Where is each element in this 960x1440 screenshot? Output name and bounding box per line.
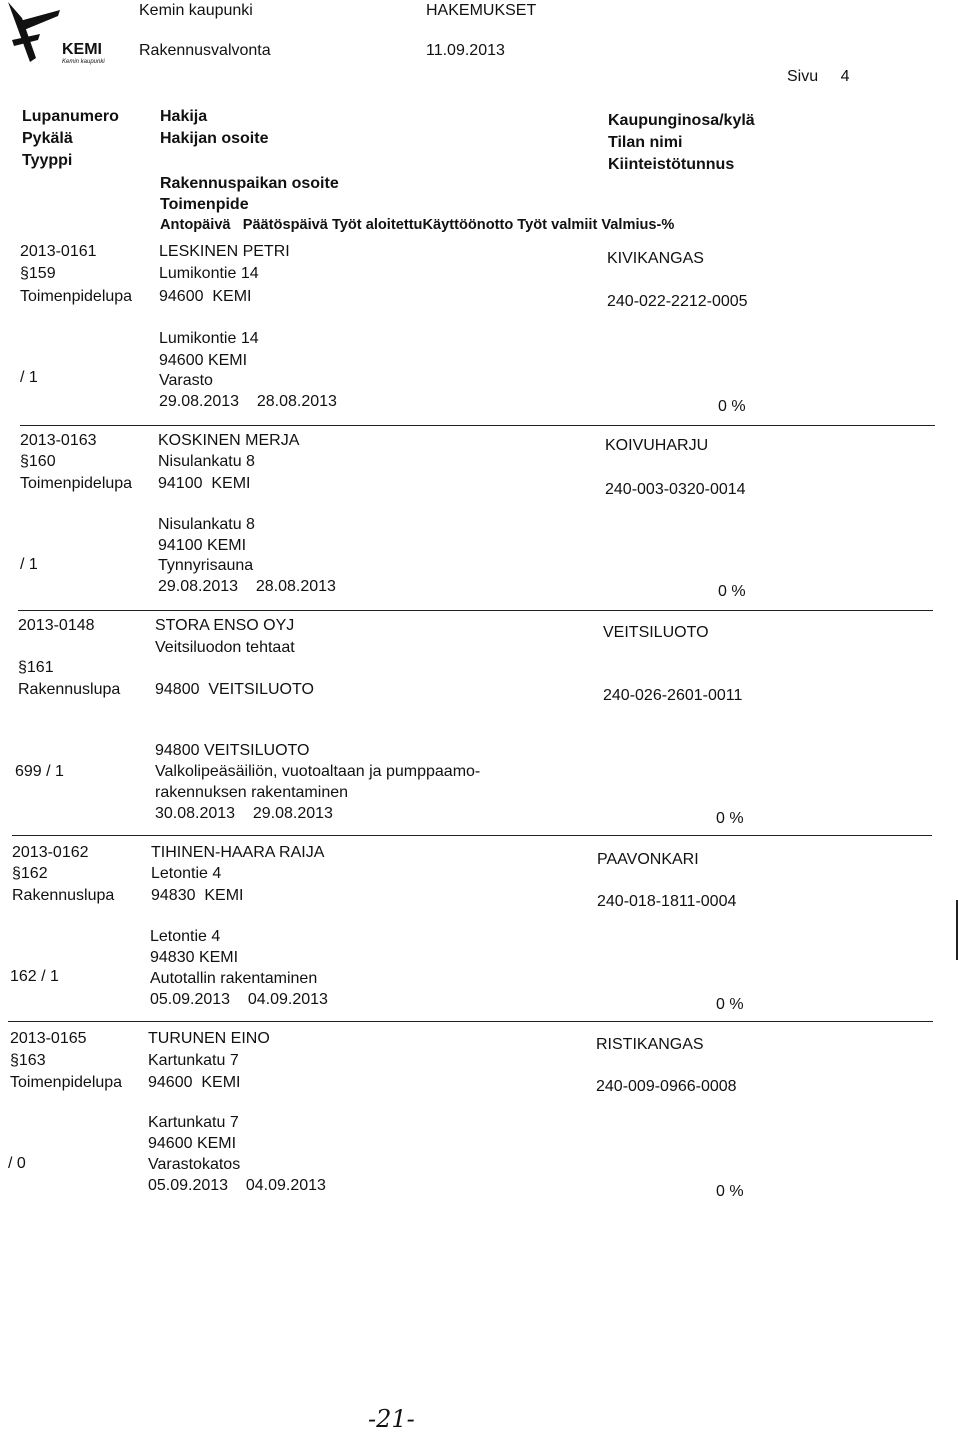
record-hakija-postinumero: 94830 KEMI [151, 887, 244, 904]
record-valmius: 0 % [716, 1183, 744, 1200]
record-hakija-osoite: Lumikontie 14 [159, 265, 259, 282]
record-hakija-osoite: Kartunkatu 7 [148, 1052, 239, 1069]
record-toimenpide: Tynnyrisauna [158, 557, 254, 574]
record-pykala: §162 [12, 865, 48, 882]
page-label-text: Sivu [787, 68, 819, 85]
record-paikka-postinumero: 94100 KEMI [158, 537, 247, 554]
record-pnum: / 1 [20, 556, 38, 573]
page-label [787, 68, 849, 86]
record-hakija-osoite: Letontie 4 [151, 865, 222, 882]
record-valmius: 0 % [718, 583, 746, 600]
record-kaupunginosa: KOIVUHARJU [605, 437, 709, 454]
record-paikka-osoite: Letontie 4 [150, 928, 221, 945]
record-pykala: §160 [20, 453, 56, 470]
record-hakija: KOSKINEN MERJA [158, 432, 300, 449]
record-pykala: §159 [20, 265, 56, 282]
col-toimenpide: Toimenpide [160, 196, 249, 213]
record-tyyppi: Rakennuslupa [18, 681, 121, 698]
record-dates: 29.08.2013 28.08.2013 [158, 578, 336, 595]
record-hakija: TURUNEN EINO [148, 1030, 270, 1047]
record-lupanumero: 2013-0148 [18, 617, 95, 634]
col-kiinteistotunnus: Kiinteistötunnus [608, 156, 735, 173]
record-pnum: 699 / 1 [15, 763, 64, 780]
record-kaupunginosa: VEITSILUOTO [603, 624, 709, 641]
col-hakija: Hakija [160, 108, 208, 125]
logo-text: KEMI [62, 41, 102, 58]
record-pnum: 162 / 1 [10, 968, 59, 985]
record-paikka-postinumero: 94830 KEMI [150, 949, 239, 966]
record-hakija-postinumero: 94800 VEITSILUOTO [155, 681, 314, 698]
record-tyyppi: Toimenpidelupa [20, 475, 133, 492]
department-name: Rakennusvalvonta [139, 42, 271, 59]
record-hakija: LESKINEN PETRI [159, 243, 290, 260]
record-dates: 29.08.2013 28.08.2013 [159, 393, 337, 410]
record-divider [8, 1021, 933, 1022]
city-name: Kemin kaupunki [139, 2, 253, 19]
record-dates: 05.09.2013 04.09.2013 [150, 991, 328, 1008]
record-tyyppi: Toimenpidelupa [20, 288, 133, 305]
col-dates-row: Antopäivä Päätöspäivä Työt aloitettuKäyttöönotto Työt valmiit Valmius-% [160, 217, 675, 233]
record-kiinteistotunnus: 240-022-2212-0005 [607, 293, 748, 310]
record-kiinteistotunnus: 240-026-2601-0011 [603, 687, 743, 704]
record-toimenpide: Autotallin rakentaminen [150, 970, 318, 987]
record-dates: 30.08.2013 29.08.2013 [155, 805, 333, 822]
record-toimenpide-line2: rakennuksen rakentaminen [155, 784, 349, 801]
record-paikka-osoite: 94800 VEITSILUOTO [155, 742, 310, 759]
record-hakija-postinumero: 94600 KEMI [159, 288, 252, 305]
col-tyyppi: Tyyppi [22, 152, 73, 169]
record-valmius: 0 % [716, 810, 744, 827]
record-toimenpide: Varastokatos [148, 1156, 241, 1173]
record-lupanumero: 2013-0163 [20, 432, 97, 449]
record-hakija-postinumero: 94100 KEMI [158, 475, 251, 492]
record-lupanumero: 2013-0162 [12, 844, 89, 861]
record-paikka-postinumero: 94600 KEMI [148, 1135, 237, 1152]
record-lupanumero: 2013-0161 [20, 243, 97, 260]
record-kaupunginosa: PAAVONKARI [597, 851, 699, 868]
record-toimenpide: Varasto [159, 372, 213, 389]
record-divider [18, 610, 933, 611]
logo-tagline: Kemin kaupunki [62, 59, 105, 65]
record-paikka-postinumero: 94600 KEMI [159, 352, 248, 369]
col-lupanumero: Lupanumero [22, 108, 119, 125]
record-paikka-osoite: Lumikontie 14 [159, 330, 259, 347]
record-paikka-osoite: Kartunkatu 7 [148, 1114, 239, 1131]
record-kaupunginosa: KIVIKANGAS [607, 250, 704, 267]
record-hakija-postinumero: 94600 KEMI [148, 1074, 241, 1091]
record-kaupunginosa: RISTIKANGAS [596, 1036, 704, 1053]
col-kaupunginosa: Kaupunginosa/kylä [608, 112, 755, 129]
record-valmius: 0 % [718, 398, 746, 415]
record-hakija: TIHINEN-HAARA RAIJA [151, 844, 325, 861]
record-hakija-osoite: Veitsiluodon tehtaat [155, 639, 295, 656]
record-paikka-osoite: Nisulankatu 8 [158, 516, 255, 533]
record-lupanumero: 2013-0165 [10, 1030, 87, 1047]
kemi-logo-icon [0, 0, 120, 80]
record-tyyppi: Rakennuslupa [12, 887, 115, 904]
col-tilan-nimi: Tilan nimi [608, 134, 683, 151]
record-toimenpide: Valkolipeäsäiliön, vuotoaltaan ja pumppaamo- [155, 763, 481, 780]
record-pnum: / 1 [20, 369, 38, 386]
record-pykala: §161 [18, 659, 54, 676]
record-kiinteistotunnus: 240-018-1811-0004 [597, 893, 737, 910]
record-valmius: 0 % [716, 996, 744, 1013]
document-date: 11.09.2013 [426, 42, 505, 59]
col-rakennuspaikan-osoite: Rakennuspaikan osoite [160, 175, 339, 192]
handwritten-page-number: -21- [368, 1405, 415, 1433]
record-hakija-osoite: Nisulankatu 8 [158, 453, 255, 470]
record-kiinteistotunnus: 240-003-0320-0014 [605, 481, 746, 498]
record-dates: 05.09.2013 04.09.2013 [148, 1177, 326, 1194]
col-hakijan-osoite: Hakijan osoite [160, 130, 269, 147]
page-number: 4 [840, 68, 850, 85]
record-hakija: STORA ENSO OYJ [155, 617, 295, 634]
record-divider [20, 425, 935, 426]
record-kiinteistotunnus: 240-009-0966-0008 [596, 1078, 737, 1095]
record-pnum: / 0 [8, 1155, 26, 1172]
col-pykala: Pykälä [22, 130, 73, 147]
document-title: HAKEMUKSET [426, 2, 537, 19]
scan-edge-mark [956, 900, 958, 960]
record-tyyppi: Toimenpidelupa [10, 1074, 123, 1091]
record-divider [12, 835, 932, 836]
record-pykala: §163 [10, 1052, 46, 1069]
